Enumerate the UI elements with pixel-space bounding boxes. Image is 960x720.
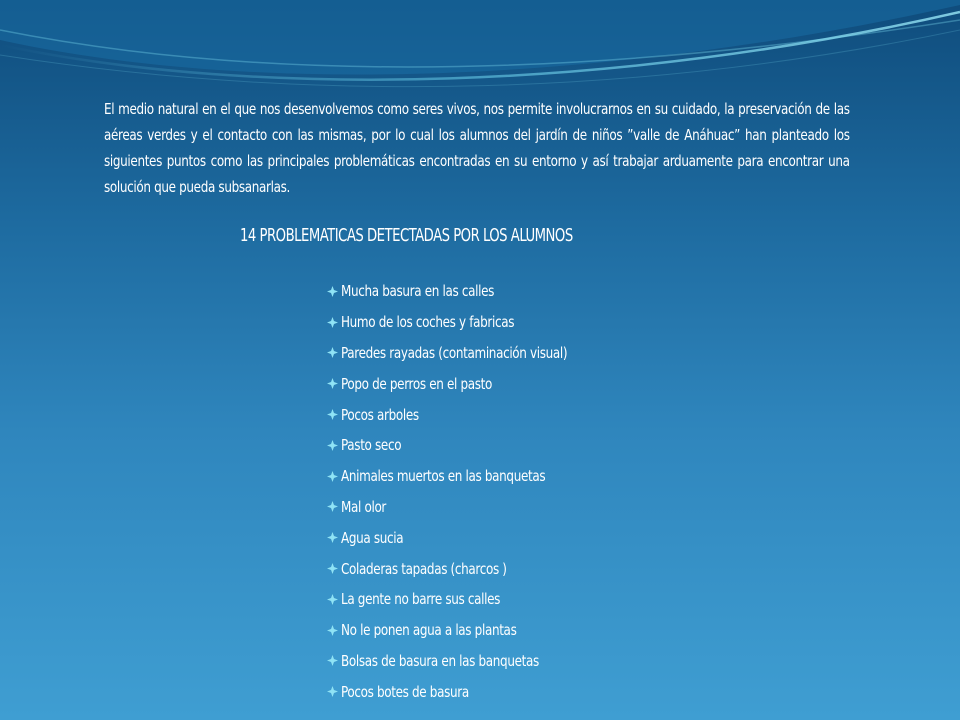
list-item-label: Mucha basura en las calles bbox=[341, 282, 495, 301]
diamond-bullet-icon bbox=[327, 686, 338, 697]
list-item bbox=[327, 430, 604, 461]
list-item bbox=[327, 522, 604, 553]
diamond-bullet-icon bbox=[327, 501, 338, 512]
diamond-bullet-icon bbox=[327, 317, 338, 328]
diamond-bullet-icon bbox=[327, 378, 338, 389]
list-item-label: Animales muertos en las banquetas bbox=[341, 467, 546, 486]
list-item-label: Pocos arboles bbox=[341, 405, 419, 424]
list-item bbox=[327, 461, 604, 492]
diamond-bullet-icon bbox=[327, 532, 338, 543]
list-item-label: Humo de los coches y fabricas bbox=[341, 313, 515, 332]
list-item bbox=[327, 399, 604, 430]
diamond-bullet-icon bbox=[327, 563, 338, 574]
list-item-label: La gente no barre sus calles bbox=[341, 590, 501, 609]
list-heading: 14 PROBLEMATICAS DETECTADAS POR LOS ALUMNOS bbox=[240, 226, 573, 246]
list-item bbox=[327, 338, 604, 369]
diamond-bullet-icon bbox=[327, 625, 338, 636]
diamond-bullet-icon bbox=[327, 347, 338, 358]
diamond-bullet-icon bbox=[327, 409, 338, 420]
list-item-label: Paredes rayadas (contaminación visual) bbox=[341, 343, 568, 362]
list-item bbox=[327, 646, 604, 677]
list-item-label: Pasto seco bbox=[341, 436, 402, 455]
list-item-label: Bolsas de basura en las banquetas bbox=[341, 651, 539, 670]
list-item bbox=[327, 615, 604, 646]
problems-list bbox=[327, 276, 604, 707]
diamond-bullet-icon bbox=[327, 594, 338, 605]
list-item bbox=[327, 584, 604, 615]
list-item-label: Agua sucia bbox=[341, 528, 404, 547]
list-item-label: No le ponen agua a las plantas bbox=[341, 621, 517, 640]
list-item bbox=[327, 368, 604, 399]
list-item bbox=[327, 553, 604, 584]
list-item-label: Popo de perros en el pasto bbox=[341, 374, 492, 393]
list-item bbox=[327, 276, 604, 307]
intro-paragraph: El medio natural en el que nos desenvolvemos como seres vivos, nos permite involucrarnos en su cuidado, la preservación de las aéreas verdes y el contacto con las mismas, por lo cual los alumnos del jardín de niños ”valle de Anáhuac” han planteado los siguientes puntos como las principales problemáticas encontradas en su entorno y así trabajar arduamente para encontrar una solución que pueda subsanarlas. bbox=[104, 100, 850, 196]
list-item bbox=[327, 492, 604, 523]
decorative-wave bbox=[0, 0, 960, 110]
diamond-bullet-icon bbox=[327, 471, 338, 482]
list-item-label: Mal olor bbox=[341, 497, 387, 516]
list-item bbox=[327, 676, 604, 707]
diamond-bullet-icon bbox=[327, 286, 338, 297]
list-item-label: Pocos botes de basura bbox=[341, 682, 469, 701]
diamond-bullet-icon bbox=[327, 655, 338, 666]
list-item-label: Coladeras tapadas (charcos ) bbox=[341, 559, 507, 578]
list-item bbox=[327, 307, 604, 338]
diamond-bullet-icon bbox=[327, 440, 338, 451]
